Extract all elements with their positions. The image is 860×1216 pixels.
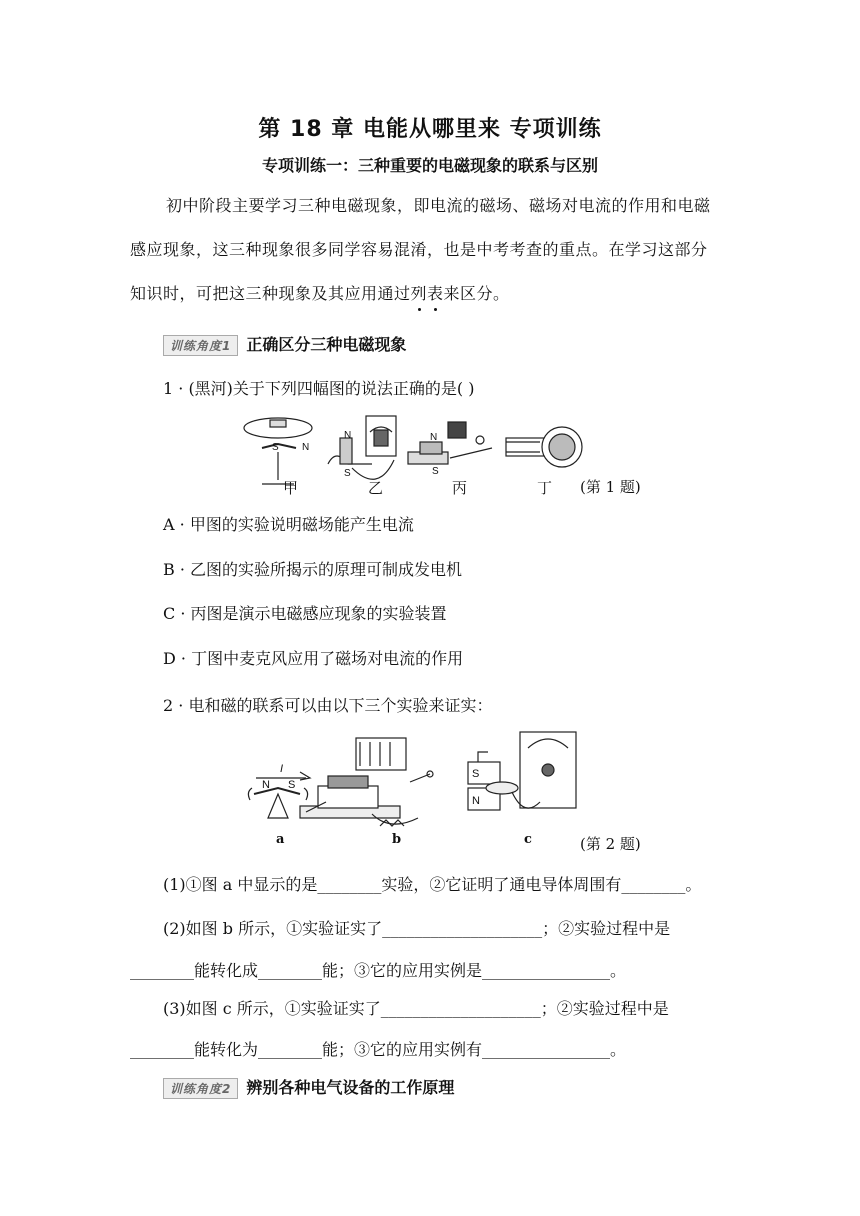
- intro-line-2: 感应现象，这三种现象很多同学容易混淆，也是中考考查的重点。在学习这部分: [130, 240, 708, 259]
- section-heading-2: [163, 1075, 454, 1099]
- figure-label-c: c: [524, 832, 532, 847]
- intro-line-1: 初中阶段主要学习三种电磁现象，即电流的磁场、磁场对电流的作用和电磁: [166, 196, 711, 215]
- figure-caption-2: (第 2 题): [580, 835, 641, 853]
- pole-label: N: [302, 442, 310, 453]
- section-heading-1: [163, 332, 406, 356]
- pole-label: N: [472, 795, 480, 807]
- question-1-stem: 1 · (黑河)关于下列四幅图的说法正确的是( ): [163, 379, 475, 398]
- pole-label: N: [344, 430, 352, 441]
- option-b: B · 乙图的实验所揭示的原理可制成发电机: [163, 560, 463, 579]
- section-heading-text: 辨别各种电气设备的工作原理: [246, 1078, 455, 1097]
- section-heading-text: 正确区分三种电磁现象: [246, 335, 407, 354]
- figure-label-jia: 甲: [283, 479, 299, 497]
- u-magnet: [340, 438, 352, 464]
- figure-label-b: b: [392, 832, 402, 847]
- intro-line-3: 知识时，可把这三种现象及其应用通过列表来区分。: [130, 284, 510, 303]
- question-2-part-1: (1)①图 a 中显示的是________实验，②它证明了通电导体周围有________。: [163, 875, 702, 894]
- pole-label: S: [344, 468, 351, 479]
- question-2-part-3-line-2: ________能转化为________能；③它的应用实例有________________。: [130, 1040, 627, 1059]
- page-subtitle: 专项训练一：三种重要的电磁现象的联系与区别: [261, 156, 598, 175]
- option-c: C · 丙图是演示电磁感应现象的实验装置: [163, 604, 447, 623]
- question-2-part-2-line-1: (2)如图 b 所示，①实验证实了____________________；②实验过程中是: [163, 919, 671, 938]
- pole-label: S: [272, 442, 279, 453]
- question-2-figure: [240, 722, 590, 842]
- pole-label: S: [432, 466, 439, 477]
- battery: [448, 422, 466, 438]
- question-2-stem: 2 · 电和磁的联系可以由以下三个实验来证实：: [163, 696, 493, 715]
- figure-caption-1: (第 1 题): [580, 478, 641, 496]
- pole-label: S: [472, 768, 480, 780]
- figure-label-a: a: [276, 832, 285, 847]
- option-a: A · 甲图的实验说明磁场能产生电流: [163, 515, 414, 534]
- question-2-part-3-line-1: (3)如图 c 所示，①实验证实了____________________；②实验过程中是: [163, 999, 669, 1018]
- emphasis-char: 表: [427, 284, 444, 303]
- pole-label: S: [288, 779, 296, 791]
- figure-label-bing: 丙: [452, 479, 468, 497]
- battery-pack: [356, 738, 406, 770]
- intro-paragraph: [130, 184, 730, 316]
- figure-label-yi: 乙: [368, 479, 384, 497]
- figure-label-ding: 丁: [537, 479, 553, 497]
- training-angle-tag: 训练角度2: [163, 1078, 238, 1099]
- page-title: 第 18 章 电能从哪里来 专项训练: [258, 117, 602, 142]
- training-angle-tag: 训练角度1: [163, 335, 238, 356]
- switch: [270, 420, 286, 427]
- pole-label: N: [430, 432, 438, 443]
- option-d: D · 丁图中麦克风应用了磁场对电流的作用: [163, 649, 464, 668]
- question-2-part-2-line-2: ________能转化成________能；③它的应用实例是________________。: [130, 961, 627, 980]
- current-label: I: [280, 763, 284, 775]
- coil: [328, 776, 368, 788]
- pole-label: N: [262, 779, 270, 791]
- emphasis-char: 列: [410, 284, 428, 303]
- magnet: [420, 442, 442, 454]
